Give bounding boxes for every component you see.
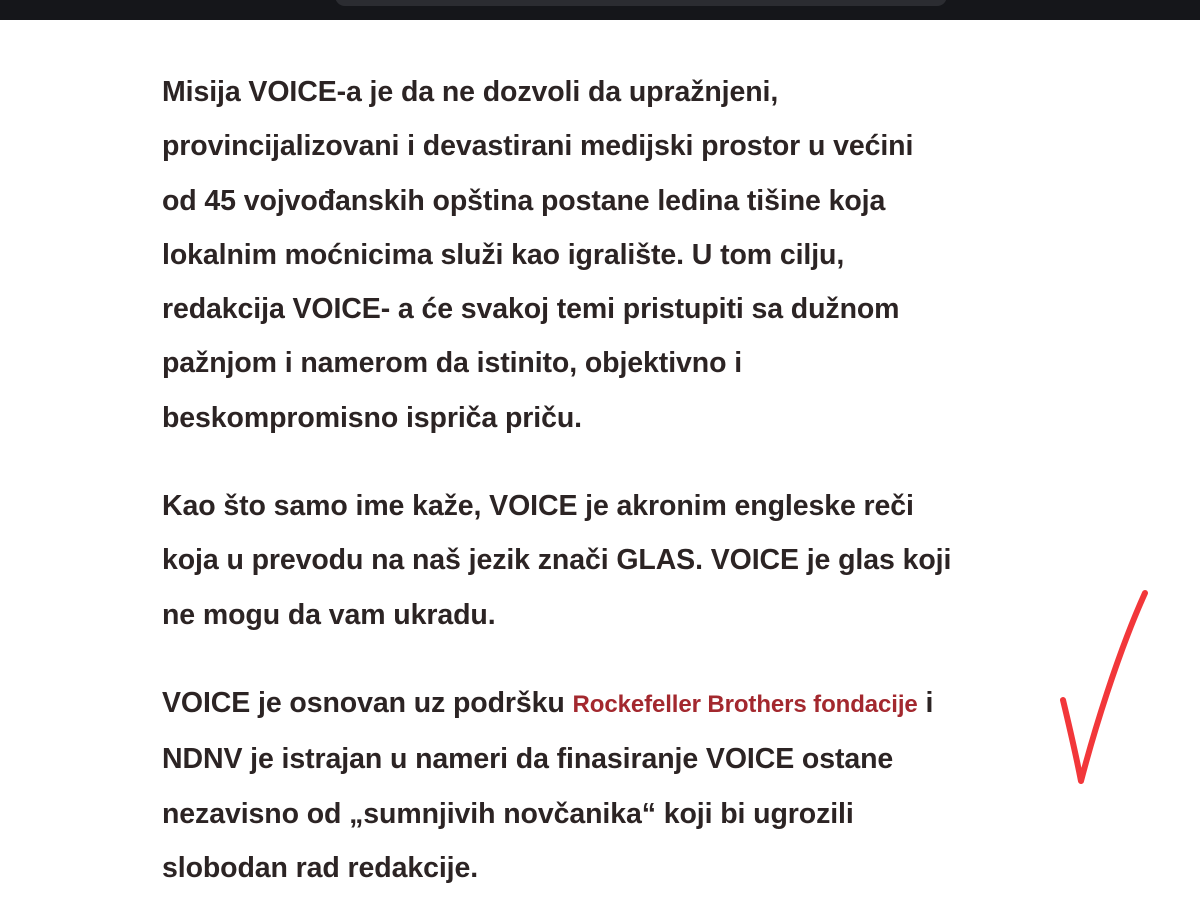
text-line-with-link bbox=[162, 676, 1042, 732]
text-line: od 45 vojvođanskih opština postane ledina tišine koja bbox=[162, 184, 886, 217]
text-line: Kao što samo ime kaže, VOICE je akronim engleske reči bbox=[162, 490, 914, 523]
text-line: slobodan rad redakcije. bbox=[162, 851, 479, 884]
text-line: redakcija VOICE- a će svakoj temi pristupiti sa dužnom bbox=[162, 293, 900, 326]
text-segment: i bbox=[917, 686, 934, 719]
rockefeller-fondacija-link[interactable]: Rockefeller Brothers fondacije bbox=[572, 690, 918, 718]
checkmark-icon bbox=[1055, 585, 1155, 790]
text-line: lokalnim moćnicima služi kao igralište. U tom cilju, bbox=[162, 238, 845, 271]
text-segment: VOICE je osnovan uz podršku bbox=[162, 686, 573, 719]
article-body bbox=[162, 65, 1042, 897]
text-line: pažnjom i namerom da istinito, objektivno i bbox=[162, 347, 743, 380]
text-line: provincijalizovani i devastirani medijski prostor u većini bbox=[162, 130, 914, 163]
text-line: koja u prevodu na naš jezik znači GLAS. VOICE je glas koji bbox=[162, 544, 952, 577]
text-line: Misija VOICE-a je da ne dozvoli da upražnjeni, bbox=[162, 76, 779, 108]
address-bar[interactable] bbox=[335, 0, 947, 6]
text-line: NDNV je istrajan u nameri da finasiranje VOICE ostane bbox=[162, 743, 894, 776]
paragraph-acronym bbox=[162, 479, 1042, 642]
text-line: nezavisno od „sumnjivih novčanika“ koji bi ugrozili bbox=[162, 797, 854, 830]
browser-top-bar bbox=[0, 0, 1200, 20]
paragraph-mission bbox=[162, 65, 1042, 445]
text-line: ne mogu da vam ukradu. bbox=[162, 598, 496, 631]
text-line: beskompromisno ispriča priču. bbox=[162, 401, 582, 434]
paragraph-funding bbox=[162, 676, 1042, 895]
